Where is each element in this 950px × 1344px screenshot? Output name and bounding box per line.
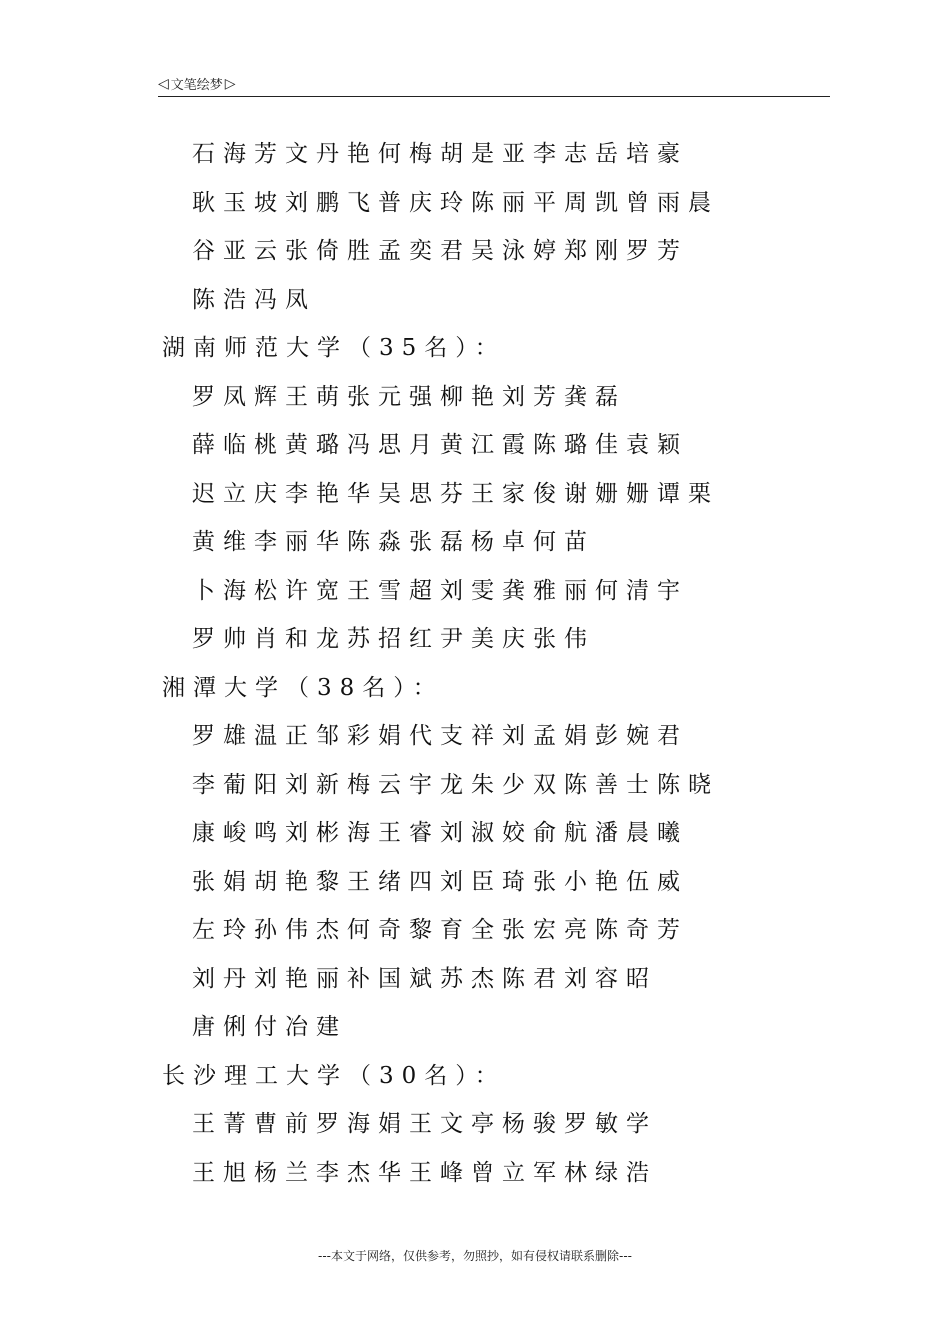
name-line: 左玲孙伟杰何奇黎育全张宏亮陈奇芳 — [192, 917, 688, 943]
name-line: 刘丹刘艳丽补国斌苏杰陈君刘容昭 — [192, 965, 657, 992]
name-line: 卜海松许宽王雪超刘雯龚雅丽何清宇 — [192, 577, 688, 604]
section-heading: 湖南师范大学（35名）： — [162, 335, 506, 361]
document-footer: ---本文于网络，仅供参考，勿照抄，如有侵权请联系删除--- — [318, 1249, 632, 1263]
name-line: 耿玉坡刘鹏飞普庆玲陈丽平周凯曾雨晨 — [192, 189, 719, 216]
right-triangle-icon: ▷ — [224, 75, 236, 92]
name-line: 康峻鸣刘彬海王睿刘淑姣俞航潘晨曦 — [192, 820, 688, 846]
document-body — [0, 130, 950, 1197]
name-line: 陈浩冯凤 — [192, 286, 316, 313]
name-line: 石海芳文丹艳何梅胡是亚李志岳培豪 — [192, 141, 688, 167]
document-header — [158, 74, 236, 93]
name-line: 黄维李丽华陈淼张磊杨卓何苗 — [192, 529, 595, 555]
name-line: 薛临桃黄璐冯思月黄江霞陈璐佳袁颖 — [192, 432, 688, 458]
name-line: 王菁曹前罗海娟王文亭杨骏罗敏学 — [192, 1111, 657, 1137]
section-heading: 长沙理工大学（30名）： — [162, 1062, 506, 1089]
left-triangle-icon: ◁ — [158, 75, 169, 92]
name-line: 罗帅肖和龙苏招红尹美庆张伟 — [192, 626, 595, 652]
name-line: 王旭杨兰李杰华王峰曾立军林绿浩 — [192, 1159, 657, 1186]
name-line: 罗雄温正邹彩娟代支祥刘孟娟彭婉君 — [192, 723, 688, 749]
name-line: 罗凤辉王萌张元强柳艳刘芳龚磊 — [192, 383, 626, 410]
header-divider — [158, 96, 830, 97]
header-title: 文笔绘梦 — [170, 78, 223, 93]
name-line: 李葡阳刘新梅云宇龙朱少双陈善士陈晓 — [192, 771, 719, 798]
name-line: 张娟胡艳黎王绪四刘臣琦张小艳伍威 — [192, 868, 688, 895]
name-line: 迟立庆李艳华吴思芬王家俊谢姗姗谭栗 — [192, 480, 719, 507]
name-line: 唐俐付冶建 — [192, 1014, 347, 1040]
section-heading: 湘潭大学（38名）： — [162, 674, 444, 701]
name-line: 谷亚云张倚胜孟奕君吴泳婷郑刚罗芳 — [192, 238, 688, 264]
